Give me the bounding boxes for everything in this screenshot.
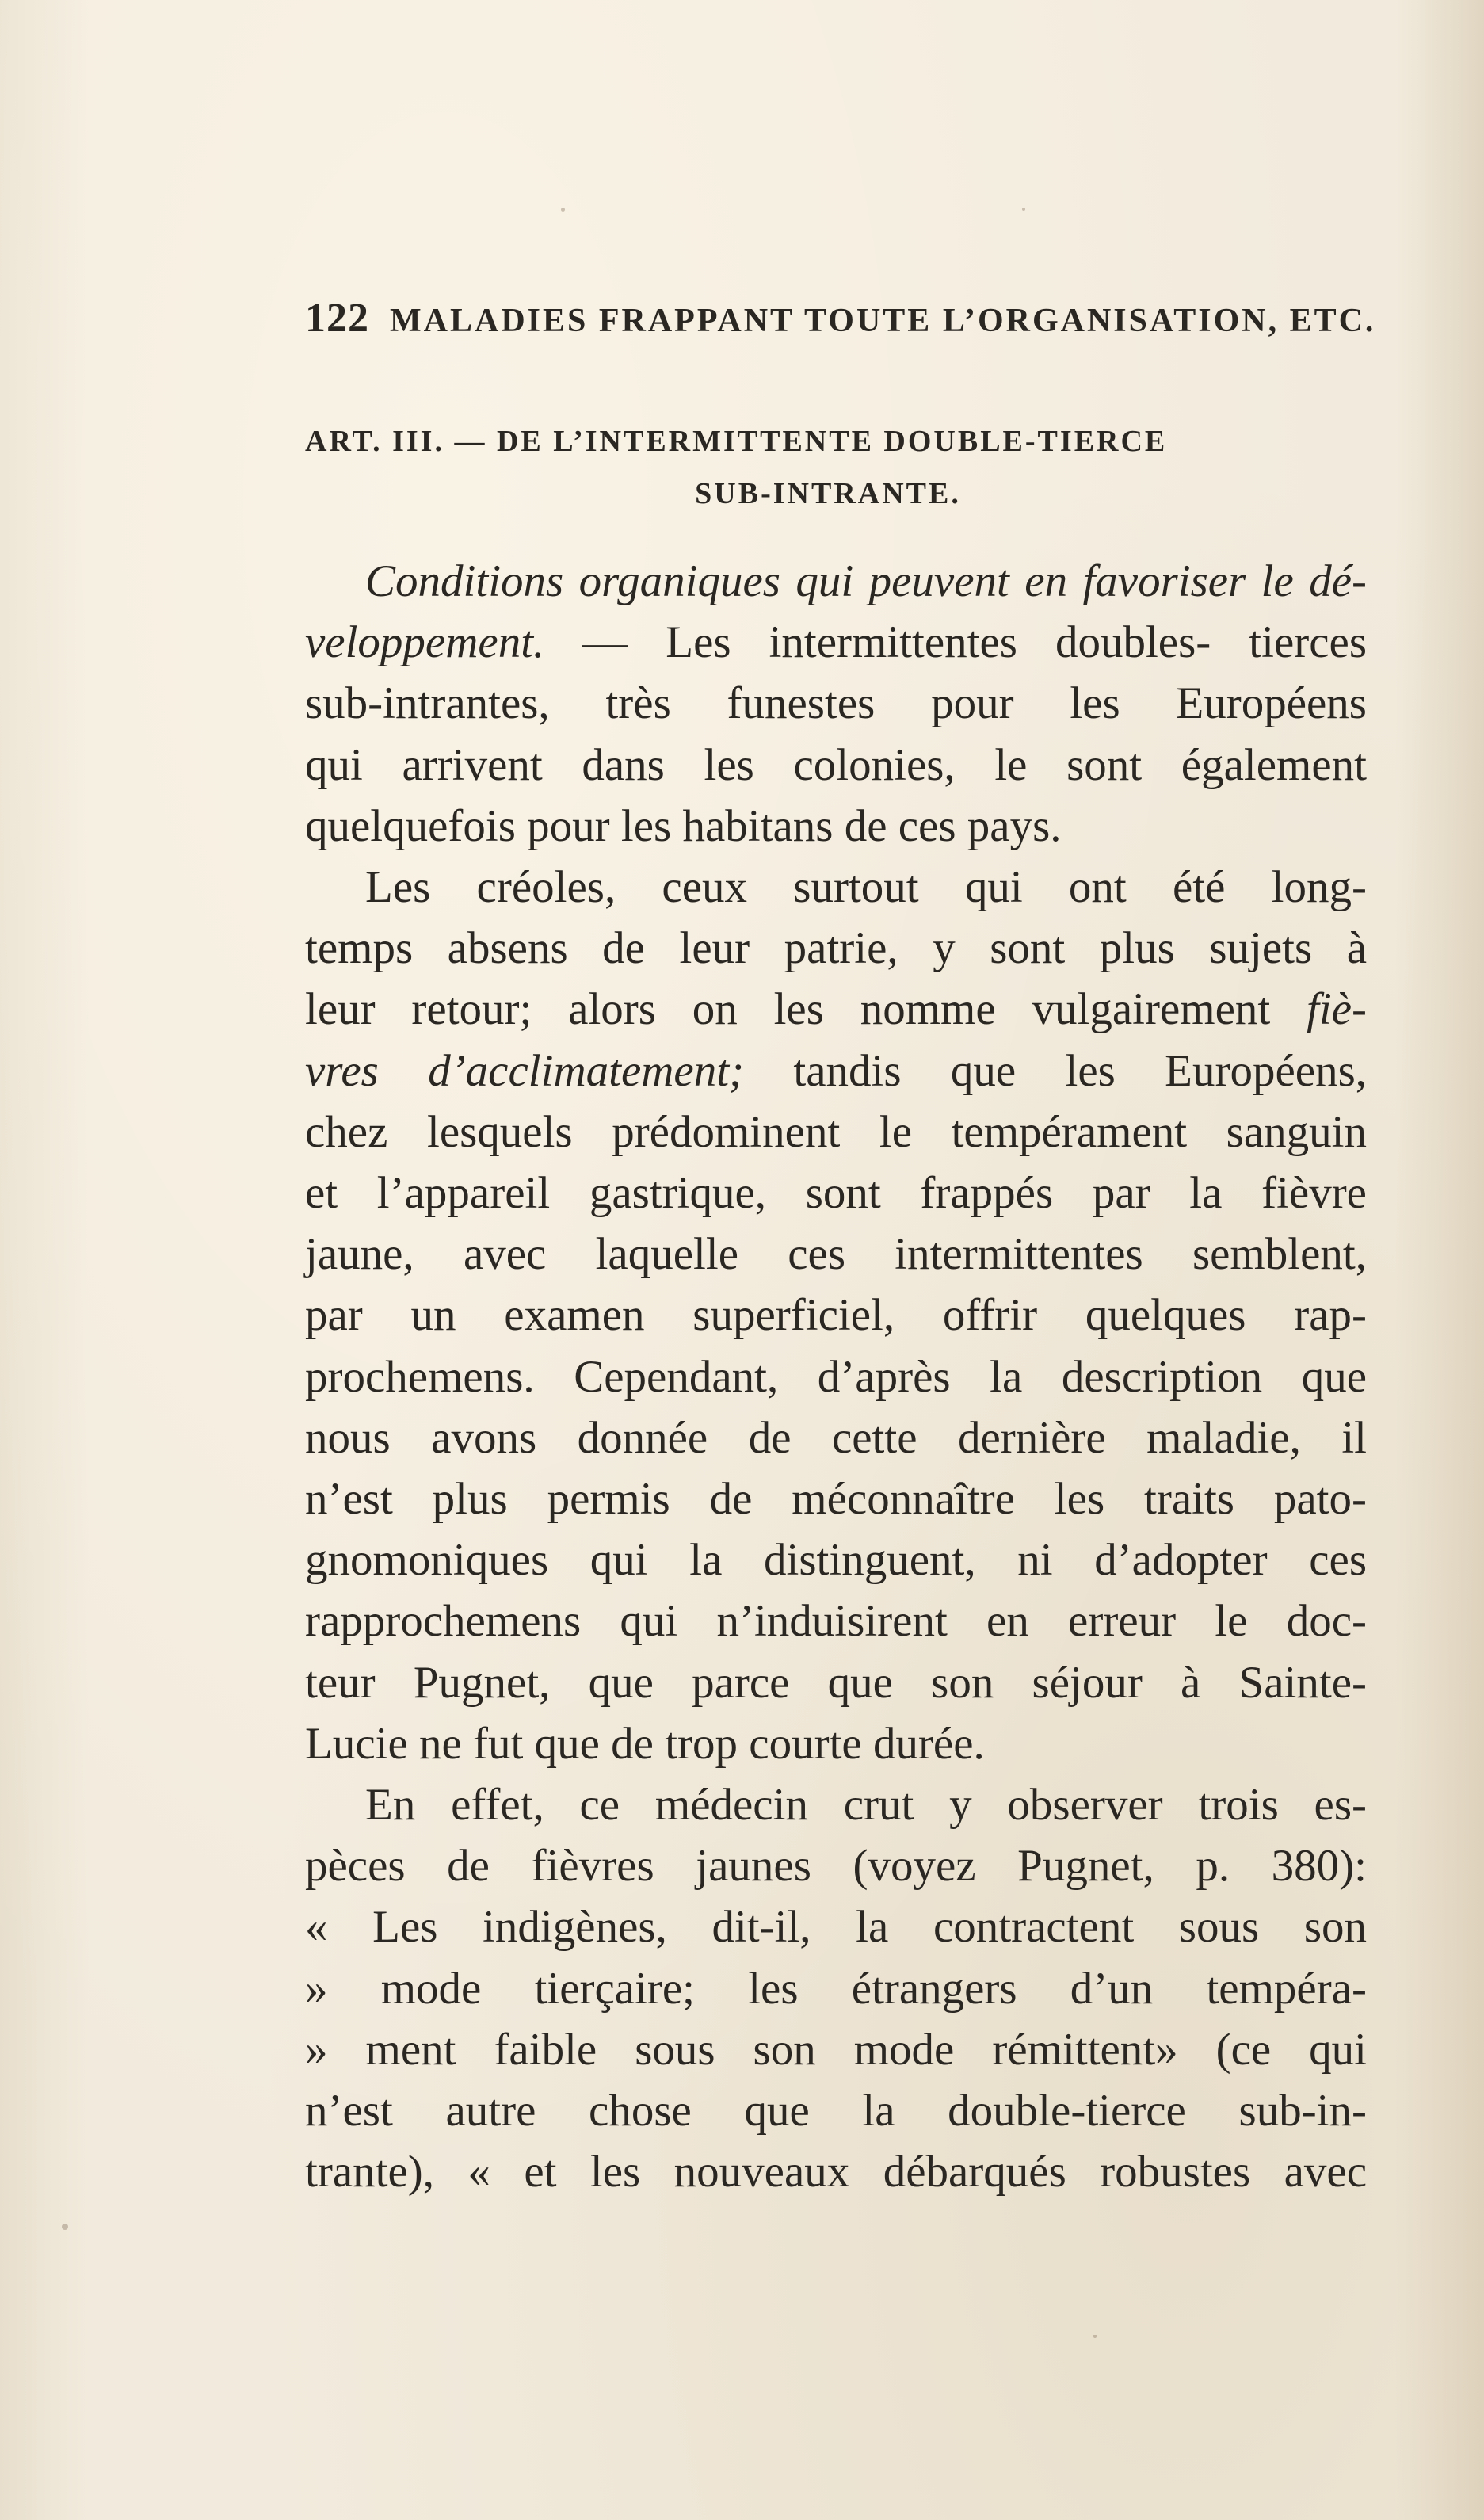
paper-speck — [561, 208, 565, 212]
paper-speck — [1022, 208, 1025, 211]
section-heading-line-1: ART. III. — DE L’INTERMITTENTE DOUBLE-TIERCE — [305, 425, 1168, 458]
text-line — [305, 979, 1367, 1040]
text-segment: — Les intermittentes doubles- tierces — [544, 617, 1367, 668]
text-segment: par un examen superficiel, offrir quelques rap- — [305, 1290, 1367, 1341]
text-line — [305, 1835, 1367, 1896]
italic-text: vres d’acclimatement; — [305, 1045, 745, 1096]
text-line — [305, 1713, 1367, 1774]
text-line — [305, 1896, 1367, 1957]
text-segment: jaune, avec laquelle ces intermittentes semblent, — [305, 1229, 1367, 1280]
italic-text: Conditions organiques qui peuvent en favoriser le dé- — [365, 556, 1367, 606]
text-line — [305, 1468, 1367, 1529]
text-line — [305, 857, 1367, 918]
text-line — [305, 1529, 1367, 1590]
text-line — [305, 1163, 1367, 1224]
text-segment: temps absens de leur patrie, y sont plus sujets à — [305, 923, 1367, 974]
text-segment: et l’appareil gastrique, sont frappés par la fièvre — [305, 1168, 1367, 1219]
text-segment: pèces de fièvres jaunes (voyez Pugnet, p. 380): — [305, 1841, 1367, 1892]
text-line — [305, 2141, 1367, 2202]
text-segment: rapprochemens qui n’induisirent en erreur le doc- — [305, 1596, 1367, 1647]
text-segment: tandis que les Européens, — [744, 1045, 1367, 1096]
section-heading — [305, 424, 1351, 511]
text-segment: » ment faible sous son mode rémittent» (ce qui — [305, 2024, 1367, 2075]
text-segment: sub-intrantes, très funestes pour les Européens — [305, 678, 1367, 729]
text-segment: n’est autre chose que la double-tierce sub-in- — [305, 2086, 1367, 2136]
text-segment: nous avons donnée de cette dernière maladie, il — [305, 1412, 1367, 1463]
paper-speck — [62, 2224, 68, 2230]
text-segment: « Les indigènes, dit-il, la contractent sous son — [305, 1902, 1367, 1953]
text-segment: gnomoniques qui la distinguent, ni d’adopter ces — [305, 1535, 1367, 1586]
text-line — [305, 1652, 1367, 1713]
text-line — [305, 2019, 1367, 2080]
text-segment: qui arrivent dans les colonies, le sont également — [305, 739, 1367, 790]
text-segment: leur retour; alors on les nomme vulgairement — [305, 984, 1307, 1035]
text-line — [305, 1102, 1367, 1163]
text-line — [305, 673, 1367, 734]
running-head — [305, 295, 1376, 342]
text-segment: chez lesquels prédominent le tempérament sanguin — [305, 1106, 1367, 1157]
text-segment: En effet, ce médecin crut y observer trois es- — [365, 1780, 1367, 1831]
text-line — [305, 1407, 1367, 1468]
italic-text: fiè- — [1307, 984, 1367, 1035]
text-line — [305, 551, 1367, 612]
text-line — [305, 1590, 1367, 1651]
text-line — [305, 1346, 1367, 1407]
text-line — [305, 2080, 1367, 2141]
text-line — [305, 1958, 1367, 2019]
text-segment: n’est plus permis de méconnaître les traits pato- — [305, 1474, 1367, 1525]
text-segment: prochemens. Cependant, d’après la description que — [305, 1351, 1367, 1402]
italic-text: veloppement. — [305, 617, 545, 668]
text-segment: Lucie ne fut que de trop courte durée. — [305, 1718, 985, 1769]
text-line — [305, 1224, 1367, 1285]
text-line — [305, 918, 1367, 979]
text-line — [305, 612, 1367, 673]
text-line — [305, 1774, 1367, 1835]
section-heading-line-2: SUB-INTRANTE. — [695, 477, 961, 510]
text-segment: trante), « et les nouveaux débarqués robustes avec — [305, 2147, 1367, 2197]
body-text — [305, 551, 1367, 2202]
text-line — [305, 796, 1367, 857]
text-segment: quelquefois pour les habitans de ces pays. — [305, 800, 1062, 851]
paper-speck — [1093, 2335, 1097, 2338]
text-line — [305, 1285, 1367, 1346]
text-line — [305, 735, 1367, 796]
page-number: 122 — [305, 296, 369, 341]
text-segment: teur Pugnet, que parce que son séjour à Sainte- — [305, 1657, 1367, 1708]
running-head-title: MALADIES FRAPPANT TOUTE L’ORGANISATION, ETC. — [390, 303, 1376, 339]
text-segment: Les créoles, ceux surtout qui ont été long- — [365, 862, 1367, 913]
text-line — [305, 1040, 1367, 1102]
text-segment: » mode tierçaire; les étrangers d’un tempéra- — [305, 1963, 1367, 2014]
